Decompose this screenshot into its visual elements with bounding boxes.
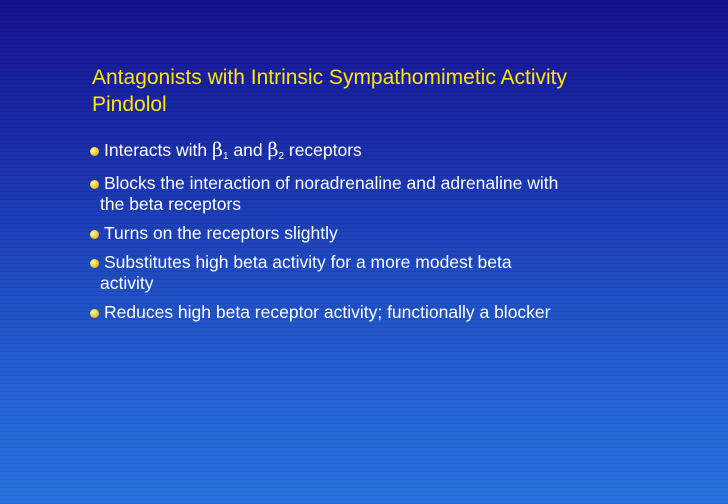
bullet-item-substitutes (90, 252, 710, 294)
bullet-icon (90, 309, 99, 318)
bullet-text: Turns on the receptors slightly (104, 223, 338, 243)
title-line-1: Antagonists with Intrinsic Sympathomimetic Activity (92, 66, 568, 89)
bullet-text-line-2: the beta receptors (100, 194, 242, 214)
beta-symbol: β (211, 139, 223, 161)
bullet-item-reduces (90, 302, 710, 323)
bullet-item-turns-on (90, 223, 710, 244)
title-line-2: Pindolol (92, 93, 167, 116)
bullet-item-interacts (90, 140, 710, 167)
bullet-text-line-2: activity (100, 273, 154, 293)
bullet-text-line-1: Substitutes high beta activity for a more modest beta (104, 252, 512, 272)
bullet-icon (90, 230, 99, 239)
bullet-text-post: receptors (284, 140, 362, 160)
beta-symbol: β (267, 139, 279, 161)
beta-subscript: 2 (278, 151, 284, 162)
bullet-text-mid: and (228, 140, 268, 160)
bullet-icon (90, 147, 99, 156)
slide-title (92, 64, 712, 118)
bullet-list (90, 140, 710, 331)
beta-subscript: 1 (222, 151, 229, 162)
bullet-icon (90, 180, 99, 189)
bullet-text-pre: Interacts with (104, 140, 212, 160)
bullet-text-line-1: Blocks the interaction of noradrenaline and adrenaline with (104, 173, 559, 193)
bullet-item-blocks (90, 173, 710, 215)
bullet-text: Reduces high beta receptor activity; functionally a blocker (104, 302, 551, 322)
bullet-icon (90, 259, 99, 268)
